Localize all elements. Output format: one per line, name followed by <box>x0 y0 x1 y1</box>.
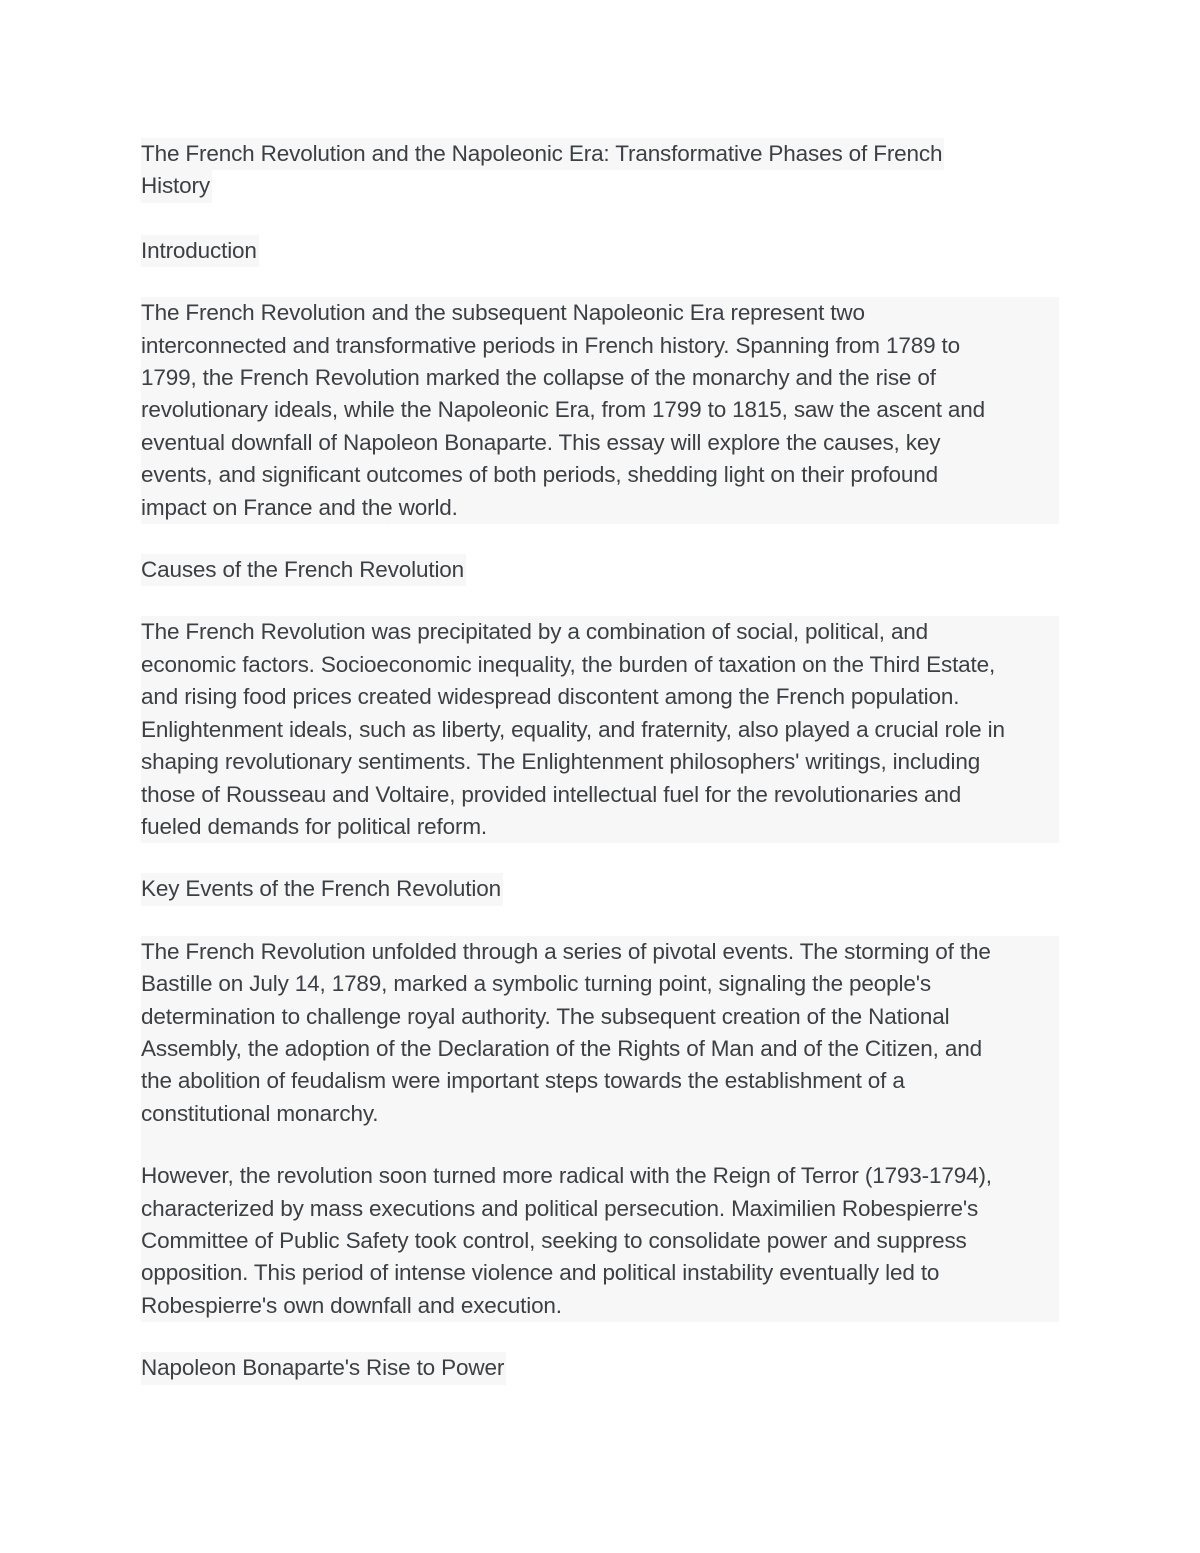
paragraph-line: Robespierre's own downfall and execution. <box>141 1292 562 1318</box>
section-heading: Napoleon Bonaparte's Rise to Power <box>141 1352 506 1384</box>
paragraph-line: revolutionary ideals, while the Napoleonic Era, from 1799 to 1815, saw the ascent and <box>141 397 986 423</box>
paragraph-line: economic factors. Socioeconomic inequality, the burden of taxation on the Third Estate, <box>141 651 996 677</box>
document-title <box>141 138 1061 203</box>
paragraph-line: events, and significant outcomes of both periods, shedding light on their profound <box>141 462 938 488</box>
paragraph-line: Committee of Public Safety took control, seeking to consolidate power and suppress <box>141 1227 967 1253</box>
paragraph-line: Assembly, the adoption of the Declaration of the Rights of Man and of the Citizen, and <box>141 1035 982 1061</box>
section-causes <box>141 554 1061 843</box>
paragraph-line: opposition. This period of intense violence and political instability eventually led to <box>141 1260 940 1286</box>
paragraph-line: shaping revolutionary sentiments. The Enlightenment philosophers' writings, including <box>141 749 981 775</box>
paragraph-line: The French Revolution was precipitated by a combination of social, political, and <box>141 619 929 645</box>
paragraph-line: those of Rousseau and Voltaire, provided intellectual fuel for the revolutionaries and <box>141 781 962 807</box>
paragraph-line: 1799, the French Revolution marked the collapse of the monarchy and the rise of <box>141 365 936 391</box>
paragraph <box>141 936 1059 1322</box>
section-introduction <box>141 235 1061 524</box>
paragraph-line: and rising food prices created widespread discontent among the French population. <box>141 684 960 710</box>
paragraph-line: constitutional monarchy. <box>141 1100 379 1126</box>
paragraph-line: eventual downfall of Napoleon Bonaparte. This essay will explore the causes, key <box>141 429 941 455</box>
paragraph-line: impact on France and the world. <box>141 494 458 520</box>
paragraph-line: characterized by mass executions and political persecution. Maximilien Robespierre's <box>141 1195 979 1221</box>
section-heading: Causes of the French Revolution <box>141 554 466 586</box>
paragraph-line: interconnected and transformative periods in French history. Spanning from 1789 to <box>141 332 960 358</box>
paragraph-line: fueled demands for political reform. <box>141 813 488 839</box>
document-page <box>141 138 1061 1385</box>
section-napoleon-rise <box>141 1352 1061 1384</box>
paragraph-line: Enlightenment ideals, such as liberty, equality, and fraternity, also played a crucial role in <box>141 716 1005 742</box>
paragraph-line: However, the revolution soon turned more radical with the Reign of Terror (1793-1794), <box>141 1163 992 1189</box>
section-key-events <box>141 873 1061 1322</box>
paragraph-line: The French Revolution unfolded through a series of pivotal events. The storming of the <box>141 938 991 964</box>
paragraph-line: the abolition of feudalism were important steps towards the establishment of a <box>141 1068 905 1094</box>
paragraph <box>141 616 1059 843</box>
title-line: History <box>141 170 212 202</box>
paragraph-line: Bastille on July 14, 1789, marked a symbolic turning point, signaling the people's <box>141 971 931 997</box>
title-line: The French Revolution and the Napoleonic Era: Transformative Phases of French <box>141 138 944 170</box>
section-heading: Introduction <box>141 235 259 267</box>
paragraph-line: determination to challenge royal authority. The subsequent creation of the National <box>141 1003 950 1029</box>
paragraph-line: The French Revolution and the subsequent Napoleonic Era represent two <box>141 300 865 326</box>
section-heading: Key Events of the French Revolution <box>141 873 503 905</box>
paragraph <box>141 297 1059 524</box>
